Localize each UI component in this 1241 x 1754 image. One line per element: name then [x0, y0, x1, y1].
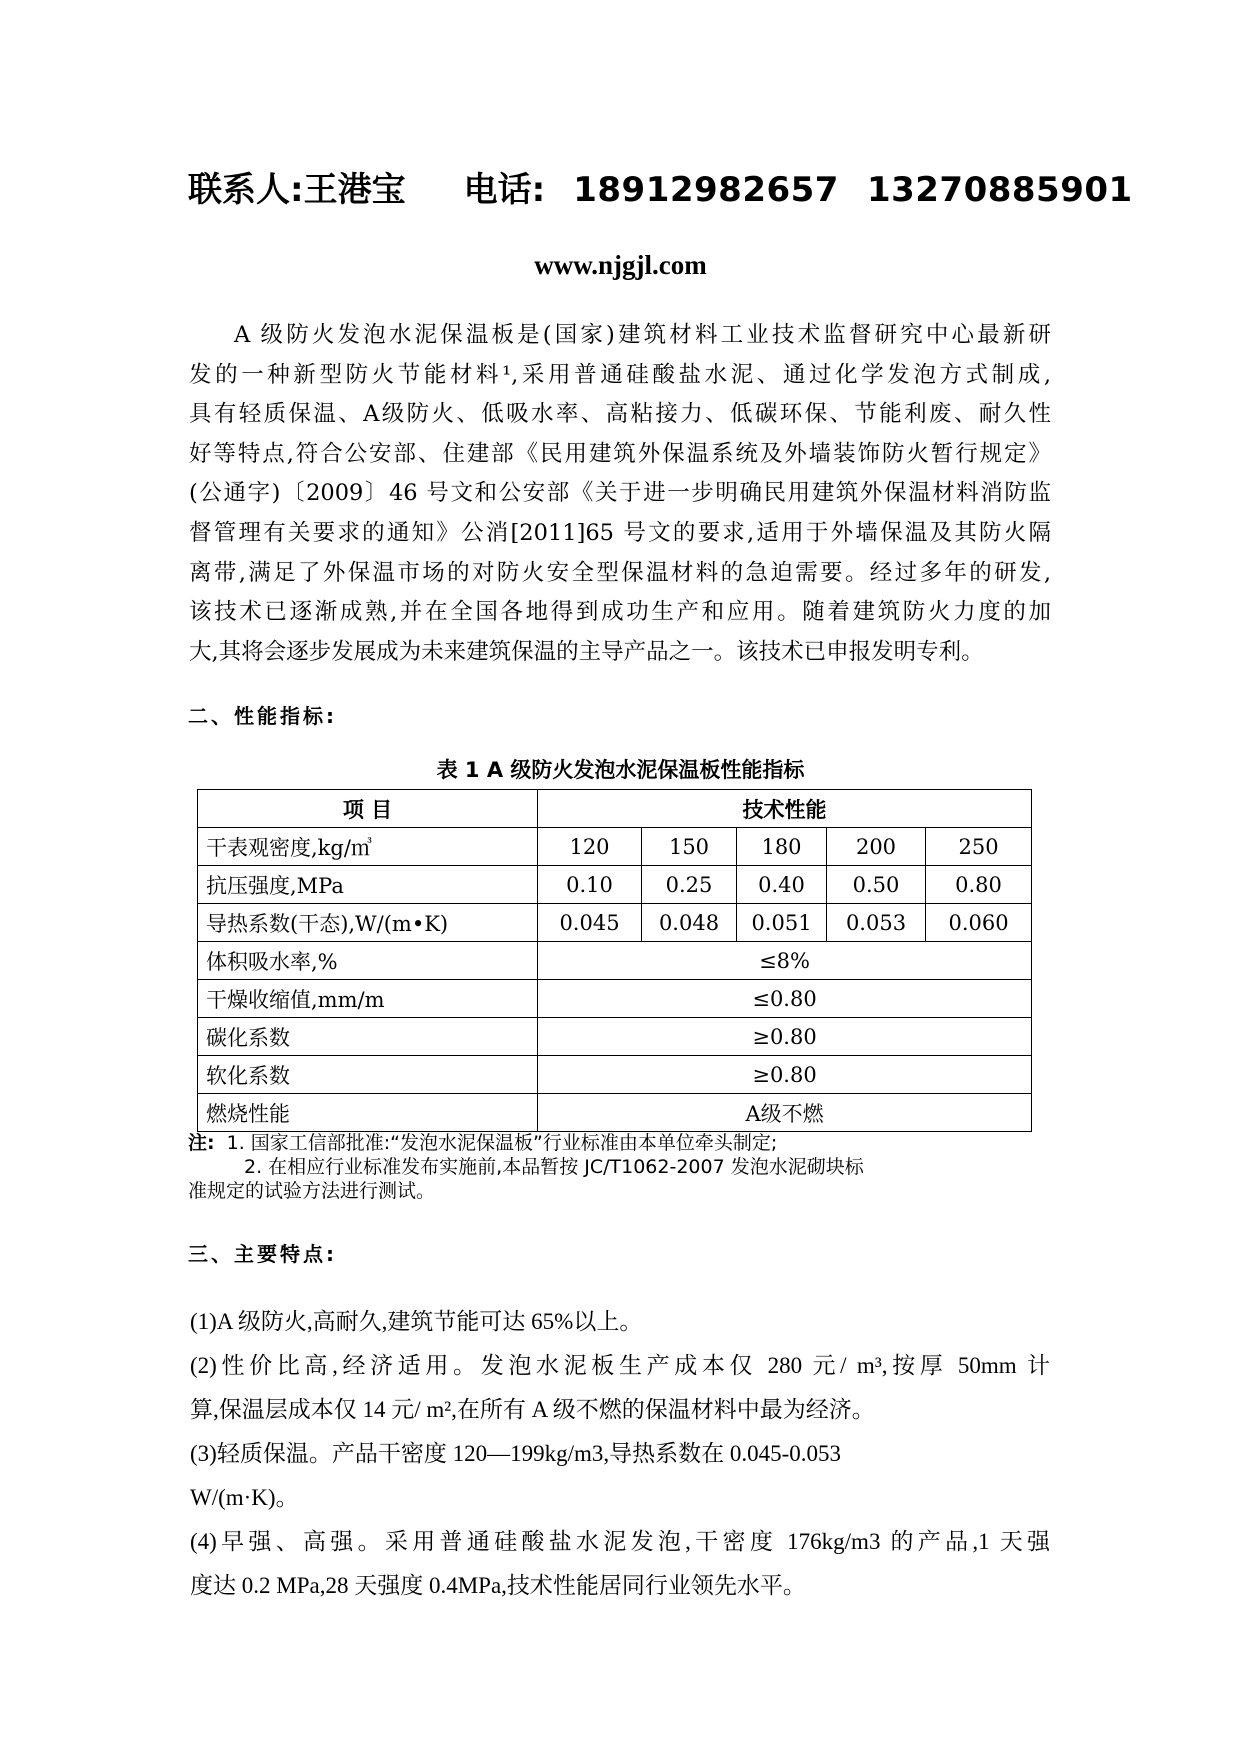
row-item: 燃烧性能 — [198, 1094, 538, 1132]
cell-value: 0.40 — [737, 866, 827, 904]
intro-line: 该技术已逐渐成熟,并在全国各地得到成功生产和应用。随着建筑防火力度的加 — [189, 599, 1051, 626]
table-row — [198, 1018, 1032, 1056]
cell-value: 0.25 — [642, 866, 737, 904]
cell-value-merged: ≥0.80 — [538, 1018, 1032, 1056]
feature-line: (3)轻质保温。产品干密度 120—199kg/m3,导热系数在 0.045-0.053 — [190, 1441, 842, 1466]
cell-value: 0.10 — [538, 866, 642, 904]
table-row — [198, 866, 1032, 904]
intro-line: 离带,满足了外保温市场的对防火安全型保温材料的急迫需要。经过多年的研发, — [189, 559, 1051, 586]
note-line: 准规定的试验方法进行测试。 — [188, 1180, 436, 1202]
intro-line: 大,其将会逐步发展成为未来建筑保温的主导产品之一。该技术已申报发明专利。 — [189, 638, 984, 665]
feature-line: 算,保温层成本仅 14 元/ m²,在所有 A 级不燃的保温材料中最为经济。 — [190, 1397, 875, 1422]
table-row — [198, 1094, 1032, 1132]
table-row — [198, 980, 1032, 1018]
intro-paragraph — [189, 316, 1051, 672]
cell-value-merged: ≤0.80 — [538, 980, 1032, 1018]
features-list — [190, 1300, 1050, 1608]
cell-value: 180 — [737, 828, 827, 866]
intro-line: A 级防火发泡水泥保温板是(国家)建筑材料工业技术监督研究中心最新研 — [234, 322, 1051, 348]
performance-table — [197, 789, 1032, 1132]
cell-value: 0.045 — [538, 904, 642, 942]
cell-value: 0.060 — [926, 904, 1032, 942]
table-header-row — [198, 790, 1032, 828]
phone-number-2: 13270885901 — [866, 170, 1133, 210]
note-line: 2. 在相应行业标准发布实施前,本品暂按 JC/T1062-2007 发泡水泥砌块标 — [244, 1156, 864, 1178]
header-performance: 技术性能 — [538, 790, 1032, 828]
contact-person: 联系人:王港宝 — [188, 170, 406, 210]
cell-value: 120 — [538, 828, 642, 866]
cell-value: 0.051 — [737, 904, 827, 942]
phone-label: 电话: — [463, 170, 546, 210]
table-row — [198, 942, 1032, 980]
notes-label: 注: — [188, 1132, 215, 1154]
intro-line: 督管理有关要求的通知》公消[2011]65 号文的要求,适用于外墙保温及其防火隔 — [189, 519, 1051, 546]
row-item: 干燥收缩值,mm/m — [198, 980, 538, 1018]
feature-line: (4)早强、高强。采用普通硅酸盐水泥发泡,干密度 176kg/m3 的产品,1 天强 — [190, 1529, 1050, 1554]
section-heading-performance: 二、性能指标: — [188, 704, 337, 728]
row-item: 碳化系数 — [198, 1018, 538, 1056]
cell-value: 0.80 — [926, 866, 1032, 904]
website-url: www.njgjl.com — [534, 250, 707, 280]
note-line: 1. 国家工信部批准:“发泡水泥保温板”行业标准由本单位牵头制定; — [226, 1132, 778, 1154]
cell-value: 0.50 — [827, 866, 926, 904]
row-item: 导热系数(干态),W/(m•K) — [198, 904, 538, 942]
intro-line: 具有轻质保温、A级防火、低吸水率、高粘接力、低碳环保、节能利废、耐久性 — [189, 401, 1051, 428]
cell-value-merged: ≥0.80 — [538, 1056, 1032, 1094]
feature-line: (2)性价比高,经济适用。发泡水泥板生产成本仅 280 元/ m³,按厚 50mm 计 — [190, 1353, 1050, 1378]
phone-number-1: 18912982657 — [573, 170, 839, 210]
row-item: 抗压强度,MPa — [198, 866, 538, 904]
cell-value: 200 — [827, 828, 926, 866]
header-item: 项 目 — [198, 790, 538, 828]
cell-value: 0.048 — [642, 904, 737, 942]
intro-line: 发的一种新型防火节能材料¹,采用普通硅酸盐水泥、通过化学发泡方式制成, — [189, 361, 1051, 388]
table-row — [198, 904, 1032, 942]
cell-value-merged: ≤8% — [538, 942, 1032, 980]
row-item: 软化系数 — [198, 1056, 538, 1094]
table-caption: 表 1 A 级防火发泡水泥保温板性能指标 — [436, 758, 805, 782]
intro-line: 好等特点,符合公安部、住建部《民用建筑外保温系统及外墙装饰防火暂行规定》 — [189, 440, 1051, 467]
feature-line: (1)A 级防火,高耐久,建筑节能可达 65%以上。 — [190, 1309, 643, 1334]
cell-value-merged: A级不燃 — [538, 1094, 1032, 1132]
table-notes — [188, 1131, 1058, 1203]
row-item: 干表观密度,kg/㎥ — [198, 828, 538, 866]
section-heading-features: 三、主要特点: — [188, 1242, 337, 1266]
table-row — [198, 828, 1032, 866]
feature-line: 度达 0.2 MPa,28 天强度 0.4MPa,技术性能居同行业领先水平。 — [190, 1573, 806, 1598]
contact-line — [188, 162, 1133, 211]
row-item: 体积吸水率,% — [198, 942, 538, 980]
intro-line: (公通字)〔2009〕46 号文和公安部《关于进一步明确民用建筑外保温材料消防监 — [189, 480, 1051, 507]
feature-line: W/(m·K)。 — [190, 1485, 299, 1510]
cell-value: 0.053 — [827, 904, 926, 942]
cell-value: 250 — [926, 828, 1032, 866]
table-row — [198, 1056, 1032, 1094]
cell-value: 150 — [642, 828, 737, 866]
